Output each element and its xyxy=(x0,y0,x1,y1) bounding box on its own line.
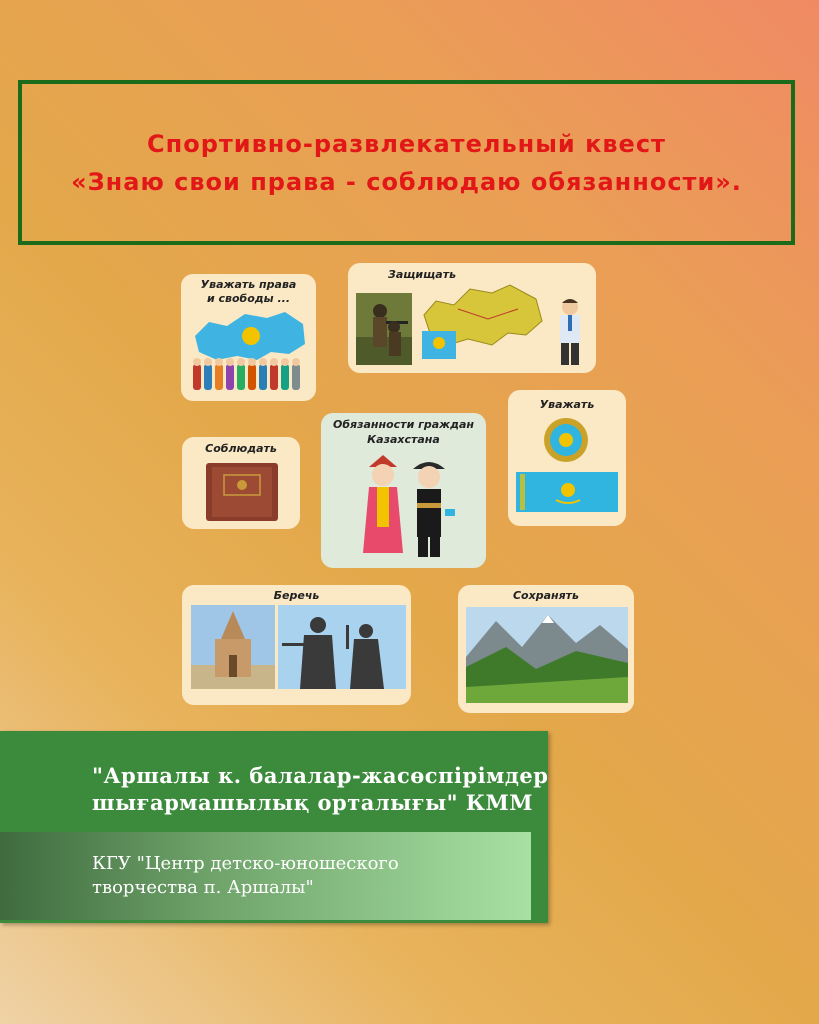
card-preserve xyxy=(182,585,411,705)
organization-name-kazakh xyxy=(92,762,548,816)
card-respect xyxy=(508,390,626,526)
card-save-nature-label: Сохранять xyxy=(512,589,580,602)
organization-name-kazakh-line1: "Аршалы к. балалар-жасөспірімдер xyxy=(92,763,549,788)
warrior-statues-image xyxy=(278,605,406,689)
kazakhstan-emblem-image xyxy=(542,416,590,464)
card-respect-rights-line1: Уважать права xyxy=(200,278,297,291)
constitution-book-image xyxy=(202,461,282,523)
card-center-duties xyxy=(321,413,486,568)
card-respect-rights xyxy=(181,274,316,401)
card-respect-label: Уважать xyxy=(539,398,595,411)
title-line-2: «Знаю свои права - соблюдаю обязанности». xyxy=(71,167,742,196)
kazakhstan-map-children-image xyxy=(187,308,311,394)
title-line-1: Спортивно-развлекательный квест xyxy=(147,129,666,158)
card-protect xyxy=(348,263,596,373)
kazakhstan-flag-image xyxy=(516,472,618,512)
mausoleum-image xyxy=(191,605,275,689)
card-observe-label: Соблюдать xyxy=(205,442,277,455)
mountain-landscape-image xyxy=(466,607,628,703)
soldiers-image xyxy=(356,293,412,365)
organization-name-russian xyxy=(92,852,399,900)
card-protect-label: Защищать xyxy=(388,268,457,281)
kazakhstan-map-image xyxy=(418,279,548,365)
organization-name-russian-line2: творчества п. Аршалы" xyxy=(92,877,314,898)
organization-name-russian-line1: КГУ "Центр детско-юношеского xyxy=(92,853,399,874)
card-center-line2: Казахстана xyxy=(367,433,440,446)
card-save-nature xyxy=(458,585,634,713)
teacher-image xyxy=(552,297,588,367)
card-preserve-label: Беречь xyxy=(273,589,320,602)
kazakh-children-image xyxy=(357,453,457,563)
card-respect-rights-line2: и свободы ... xyxy=(206,292,290,305)
card-center-line1: Обязанности граждан xyxy=(333,418,474,431)
title-box xyxy=(18,80,795,245)
card-observe xyxy=(182,437,300,529)
organization-name-kazakh-line2: шығармашылық орталығы" КММ xyxy=(92,790,533,815)
